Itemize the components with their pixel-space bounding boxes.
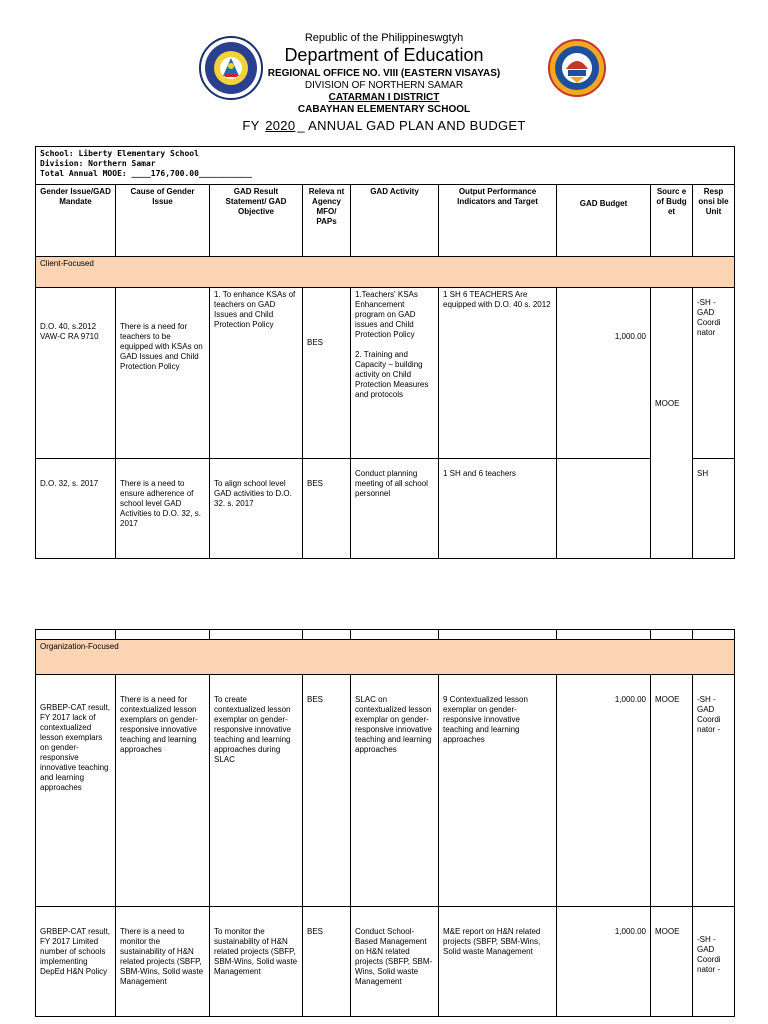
gad-plan-table-organization [35,629,735,1017]
district-name: CATARMAN I DISTRICT [328,92,440,103]
spacer-row [36,630,735,640]
spacer-cell [116,630,210,640]
col-budget: GAD Budget [557,185,651,257]
fy-year: 2020 [265,118,296,133]
cell-cause: There is a need for contextualized lesson exemplars on gender-responsive innovative teaching and learning approaches [116,675,210,907]
department-title: Department of Education [284,45,484,65]
table-row [36,288,735,459]
col-objective: GAD Result Statement/ GAD Objective [210,185,303,257]
spacer-cell [693,630,735,640]
col-unit: Resp onsi ble Unit [693,185,735,257]
col-gender-issue: Gender Issue/GAD Mandate [36,185,116,257]
cell-mandate: GRBEP-CAT result, FY 2017 Limited number of schools implementing DepEd H&N Policy [36,907,116,1017]
section-client-focused [36,257,735,288]
col-cause: Cause of Gender Issue [116,185,210,257]
spacer-cell [439,630,557,640]
cell-mandate: D.O. 32, s. 2017 [36,459,116,559]
cell-activity: Conduct School-Based Management on H&N related projects (SBFP, SBM-Wins, Solid waste Management [351,907,439,1017]
cell-budget: 1,000.00 [557,675,651,907]
cell-activity: Conduct planning meeting of all school personnel [351,459,439,559]
spacer-cell [210,630,303,640]
activity-item: 2. Training and Capacity – building activity on Child Protection Measures and protocols [355,350,429,399]
cell-output: 9 Contextualized lesson exemplar on gender-responsive innovative teaching and learning approaches [439,675,557,907]
section-organization-focused [36,640,735,675]
table-row [36,907,735,1017]
document-title [0,118,768,133]
school-name: CABAYHAN ELEMENTARY SCHOOL [297,104,471,115]
fy-prefix: FY [242,118,264,133]
activity-item: 1.Teachers' KSAs Enhancement program on GAD issues and Child Protection Policy [355,290,418,339]
cell-source: MOOE [651,675,693,907]
spacer-cell [303,630,351,640]
cell-source: MOOE [651,288,693,559]
cell-objective: 1. To enhance KSAs of teachers on GAD Issues and Child Protection Policy [210,288,303,459]
spacer-cell [557,630,651,640]
cell-mfo: BES [303,907,351,1017]
table-row [36,459,735,559]
cell-unit: -SH -GAD Coordi nator - [693,675,735,907]
section-label: Organization-Focused [36,640,735,675]
cell-mandate: D.O. 40, s.2012 VAW-C RA 9710 [36,288,116,459]
cell-source: MOOE [651,907,693,1017]
info-mooe: Total Annual MOOE: ____176,700.00___________ [40,169,252,178]
spacer-cell [36,630,116,640]
cell-mandate: GRBEP-CAT result, FY 2017 lack of contextualized lesson exemplars on gender-responsive innovative teaching and learning approaches [36,675,116,907]
col-activity: GAD Activity [351,185,439,257]
section-label: Client-Focused [36,257,735,288]
cell-output: M&E report on H&N related projects (SBFP, SBM-Wins, Solid waste Management [439,907,557,1017]
cell-budget: 1,000.00 [557,288,651,459]
cell-cause: There is a need for teachers to be equipped with KSAs on GAD Issues and Child Protection Policy [116,288,210,459]
col-output: Output Performance Indicators and Target [439,185,557,257]
cell-activity [351,288,439,459]
cell-unit: SH [693,459,735,559]
cell-unit: -SH -GAD Coordi nator - [693,907,735,1017]
cell-unit: -SH -GAD Coordi nator [693,288,735,459]
cell-mfo: BES [303,675,351,907]
cell-budget: 1,000.00 [557,907,651,1017]
info-division: Division: Northern Samar [40,159,156,168]
gad-plan-table-client [35,146,735,559]
info-school: School: Liberty Elementary School [40,149,199,158]
spacer-cell [651,630,693,640]
cell-objective: To align school level GAD activities to D.O. 32. s. 2017 [210,459,303,559]
republic-line: Republic of the Philippineswgtyh [304,32,464,44]
cell-activity: SLAC on contextualized lesson exemplar on gender-responsive innovative teaching and learning approaches [351,675,439,907]
cell-cause: There is a need to monitor the sustainability of H&N related projects (SBFP, SBM-Wins, Solid waste Management [116,907,210,1017]
cell-objective: To create contextualized lesson exemplar on gender-responsive innovative teaching and learning approaches during SLAC [210,675,303,907]
regional-office: REGIONAL OFFICE NO. VIII (EASTERN VISAYAS) [267,68,501,79]
table-row [36,675,735,907]
col-mfo: Releva nt Agency MFO/ PAPs [303,185,351,257]
cell-output: 1 SH and 6 teachers [439,459,557,559]
cell-cause: There is a need to ensure adherence of school level GAD Activities to D.O. 32, s. 2017 [116,459,210,559]
cell-mfo: BES [303,288,351,459]
school-info-row [36,147,735,185]
column-header-row [36,185,735,257]
spacer-cell [351,630,439,640]
division-name: DIVISION OF NORTHERN SAMAR [304,80,464,91]
col-source: Sourc e of Budg et [651,185,693,257]
cell-output: 1 SH 6 TEACHERS Are equipped with D.O. 40 s. 2012 [439,288,557,459]
fy-suffix: _ ANNUAL GAD PLAN AND BUDGET [297,118,526,133]
cell-objective: To monitor the sustainability of H&N related projects (SBFP, SBM-Wins, Solid waste Management [210,907,303,1017]
cell-mfo: BES [303,459,351,559]
cell-budget [557,459,651,559]
